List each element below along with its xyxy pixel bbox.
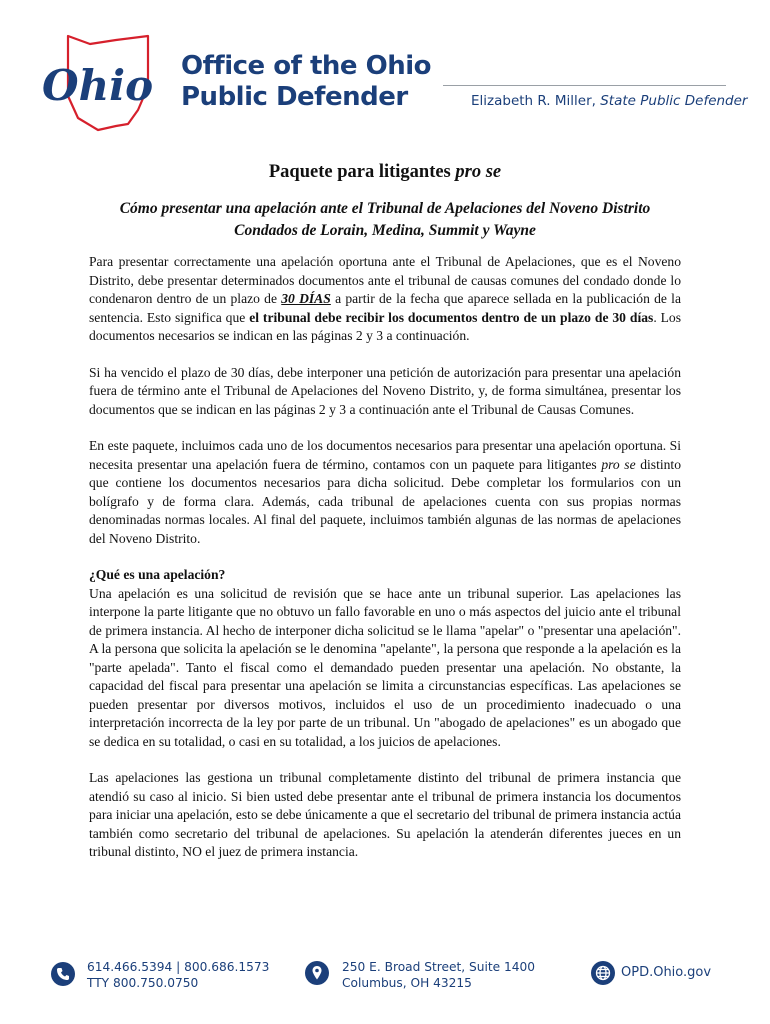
ohio-logo	[38, 30, 170, 134]
phone-line2: TTY 800.750.0750	[87, 976, 199, 990]
paragraph-appeal-definition: Una apelación es una solicitud de revisión que se hace ante un tribunal superior. Las apelaciones las interpone la parte litigante que no obtuvo un fallo favorable en uno o más aspectos del juicio ante el tribunal de primera instancia. Al hecho de interponer dicha solicitud se le llama "apelar" o "presentar una apelación". A la persona que solicita la apelación se le denomina "apelante", la persona que responde a la apelación es la "parte apelada". Tanto el fiscal como el demandado pueden presentar una apelación. No obstante, la capacidad del fiscal para presentar una apelación se limita a circunstancias específicas. Las apelaciones se pueden presentar por diversos motivos, incluidos el uso de un procedimiento inadecuado o una interpretación incorrecta de la ley por parte de un tribunal. Un "abogado de apelaciones" es un abogado que se dedica en su totalidad, o casi en su totalidad, a los juicios de apelaciones.	[89, 585, 681, 749]
office-name-line2: Public Defender	[181, 82, 408, 112]
phone-line1: 614.466.5394 | 800.686.1573	[87, 960, 270, 974]
defender-credit	[471, 93, 747, 109]
subtitle-line2: Condados de Lorain, Medina, Summit y Wayne	[234, 222, 536, 239]
logo-wordmark: Ohio	[42, 61, 154, 110]
paragraph-appeal-court: Las apelaciones las gestiona un tribunal completamente distinto del tribunal de primera instancia que atendió su caso al inicio. Si bien usted debe presentar ante el tribunal de primera instancia los documentos para iniciar una apelación, esto se debe únicamente a que el secretario del tribunal de primera instancia actúa también como secretario del tribunal de apelaciones. Su apelación la atenderán diferentes jueces en un tribunal distinto, NO el juez de primera instancia.	[89, 770, 681, 859]
mailing-address	[342, 959, 535, 991]
document-body	[89, 160, 681, 880]
website-link[interactable]: OPD.Ohio.gov	[621, 965, 712, 980]
office-name-line1: Office of the Ohio	[181, 51, 431, 81]
header-divider	[443, 85, 726, 86]
deadline-emphasis: 30 DÍAS	[281, 291, 331, 306]
phone-numbers	[87, 959, 269, 991]
paragraph-late-appeal: Si ha vencido el plazo de 30 días, debe interponer una petición de autorización para presentar una apelación fuera de término ante el Tribunal de Apelaciones del Noveno Distrito, y, de forma simultánea, presentar los documentos que se indican en las páginas 2 y 3 a continuación ante el Tribunal de Causas Comunes.	[89, 364, 681, 417]
document-subtitle	[89, 198, 681, 242]
document-title: Paquete para litigantes pro se	[268, 162, 502, 182]
map-pin-icon	[305, 961, 329, 985]
subtitle-line1: Cómo presentar una apelación ante el Tribunal de Apelaciones del Noveno Distrito	[119, 200, 651, 217]
section-what-is-appeal	[89, 566, 681, 751]
footer	[0, 950, 770, 1010]
section-heading: ¿Qué es una apelación?	[89, 567, 226, 582]
defender-name: Elizabeth R. Miller,	[471, 93, 596, 109]
paragraph-deadline: Para presentar correctamente una apelación oportuna ante el Tribunal de Apelaciones, que es el Noveno Distrito, debe presentar determinados documentos ante el tribunal de causas comunes del condado donde lo condenaron dentro de un plazo de 30 DÍAS a partir de la fecha que aparece sellada en la publicación de la sentencia. Esto significa que el tribunal debe recibir los documentos dentro de un plazo de 30 días. Los documentos necesarios se indican en las páginas 2 y 3 a continuación.	[89, 254, 682, 343]
paragraph-packet-contents: En este paquete, incluimos cada uno de los documentos necesarios para presentar una apelación oportuna. Si necesita presentar una apelación fuera de término, contamos con un paquete para litigantes pro se distinto que contiene los documentos necesarios para dicha solicitud. Debe completar los formularios con un bolígrafo y de forma clara. Además, cada tribunal de apelaciones cuenta con sus propias normas denominadas normas locales. Al final del paquete, incluimos también algunas de las normas de apelaciones del Noveno Distrito.	[89, 438, 682, 546]
globe-icon	[591, 961, 615, 985]
letterhead	[0, 0, 770, 140]
address-line1: 250 E. Broad Street, Suite 1400	[342, 960, 536, 974]
phone-icon	[51, 962, 75, 986]
address-line2: Columbus, OH 43215	[342, 976, 472, 990]
deadline-bold: el tribunal debe recibir los documentos dentro de un plazo de 30 días	[249, 309, 654, 325]
defender-title: State Public Defender	[600, 93, 748, 109]
